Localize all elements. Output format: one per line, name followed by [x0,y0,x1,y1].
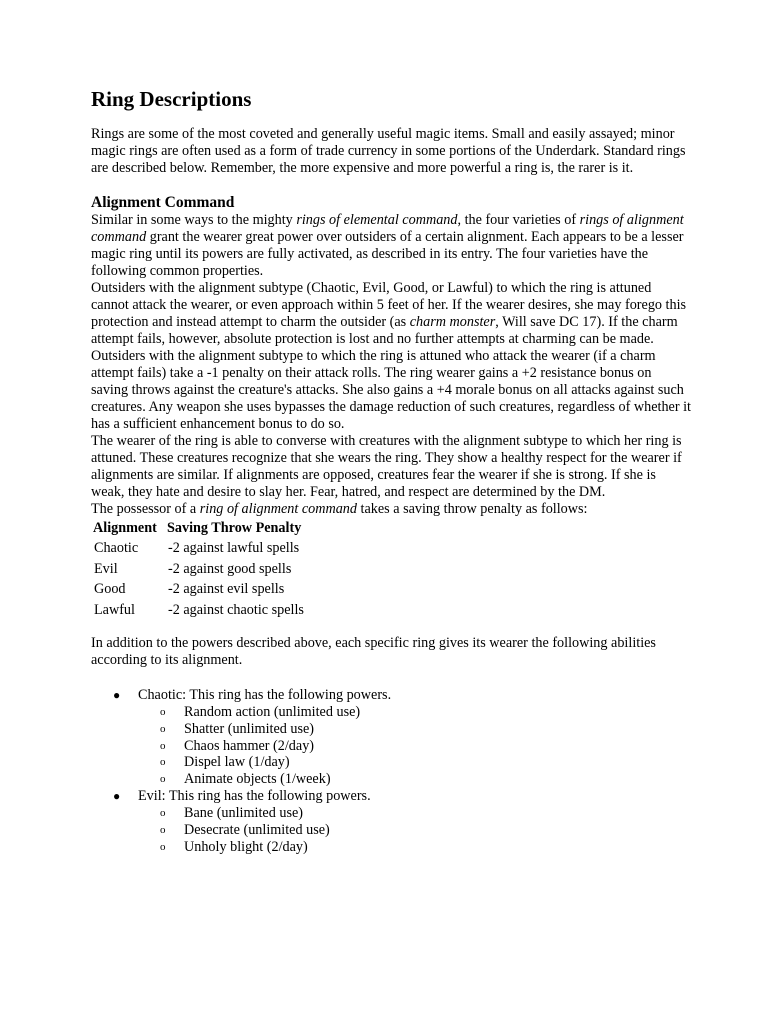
table-row [92,580,304,601]
table-row [92,601,304,622]
list-item: o Shatter (unlimited use) [160,720,315,737]
list-item: o Animate objects (1/week) [160,771,331,788]
chaotic-powers-sublist [138,704,691,788]
intro-paragraph: Rings are some of the most coveted and generally useful magic items. Small and easily assayed; minor magic rings are often used as a form of trade currency in some portions of the Underdark. Standard rings are described below. Remember, the more expensive and more powerful a ring is, the rarer is it. [91,126,686,176]
list-item-chaotic [91,687,691,788]
table-row [92,560,304,581]
circle-bullet-icon: o [160,840,166,853]
page-title: Ring Descriptions [91,87,252,111]
paragraph-2: Outsiders with the alignment subtype (Chaotic, Evil, Good, or Lawful) to which the ring is attuned cannot attack the wearer, or even approach within 5 feet of her. If the wearer desires, she may forego this protection and instead attempt to charm the outsider (as charm monster, Will save DC 17). If the charm attempt fails, however, absolute protection is lost and no further attempts at charming can be made. [91,280,687,347]
table-cell-penalty: -2 against good spells [168,560,292,577]
paragraph-1: Similar in some ways to the mighty rings of elemental command, the four varieties of rings of alignment command grant the wearer great power over outsiders of a certain alignment. Each appears to be a lesser magic ring until its powers are fully activated, as described in its entry. The four varieties have the following common properties. [91,212,684,279]
saving-throw-table [92,520,304,621]
circle-bullet-icon: o [160,739,166,752]
table-cell-alignment: Chaotic [94,540,139,556]
table-cell-alignment: Lawful [94,601,135,618]
table-header-alignment: Alignment [93,520,157,536]
section-heading: Alignment Command [91,194,235,211]
paragraph-3: Outsiders with the alignment subtype to which the ring is attuned who attack the wearer (if a charm attempt fails) take a -1 penalty on their attack rolls. The ring wearer gains a +2 resistance bonus on saving throws against the creature's attacks. She also gains a +4 morale bonus on all attacks against such creatures. Any weapon she uses bypasses the damage reduction of such creatures, regardless of whether it has a sufficient enhancement bonus to do so. [91,348,691,432]
list-item: o Bane (unlimited use) [160,804,303,821]
list-item-evil [91,788,691,855]
circle-bullet-icon: o [160,806,166,819]
bullet-icon: ● [113,688,121,702]
circle-bullet-icon: o [160,823,166,836]
table-cell-penalty: -2 against lawful spells [168,540,300,556]
list-item: o Random action (unlimited use) [160,704,361,720]
bullet-icon: ● [113,788,121,803]
circle-bullet-icon: o [160,722,166,735]
circle-bullet-icon: o [160,773,166,786]
circle-bullet-icon: o [160,756,166,769]
table-cell-alignment: Evil [94,560,118,577]
list-item: o Chaos hammer (2/day) [160,737,315,754]
paragraph-6: In addition to the powers described above, each specific ring gives its wearer the following abilities according to its alignment. [91,635,656,668]
paragraph-4: The wearer of the ring is able to converse with creatures with the alignment subtype to which her ring is attuned. These creatures recognize that she wears the ring. They show a healthy respect for the wearer if alignments are similar. If alignments are opposed, creatures fear the wearer if she is strong. If she is weak, they hate and desire to slay her. Fear, hatred, and respect are determined by the DM. [91,433,682,500]
list-item-label: Chaotic: This ring has the following powers. [138,687,392,703]
table-header-row [92,520,304,539]
table-cell-penalty: -2 against chaotic spells [168,601,304,618]
document-page [91,86,691,855]
alignment-powers-list [91,687,691,855]
list-item: o Dispel law (1/day) [160,754,290,771]
table-row [92,539,304,560]
paragraph-5: The possessor of a ring of alignment command takes a saving throw penalty as follows: [91,501,588,517]
table-cell-penalty: -2 against evil spells [168,581,285,597]
list-item: o Unholy blight (2/day) [160,838,308,855]
table-header-penalty: Saving Throw Penalty [167,520,302,536]
evil-powers-sublist [138,805,691,855]
table-cell-alignment: Good [94,581,126,597]
list-item: o Desecrate (unlimited use) [160,821,330,838]
list-item-label: Evil: This ring has the following powers. [138,787,371,804]
circle-bullet-icon: o [160,706,166,718]
